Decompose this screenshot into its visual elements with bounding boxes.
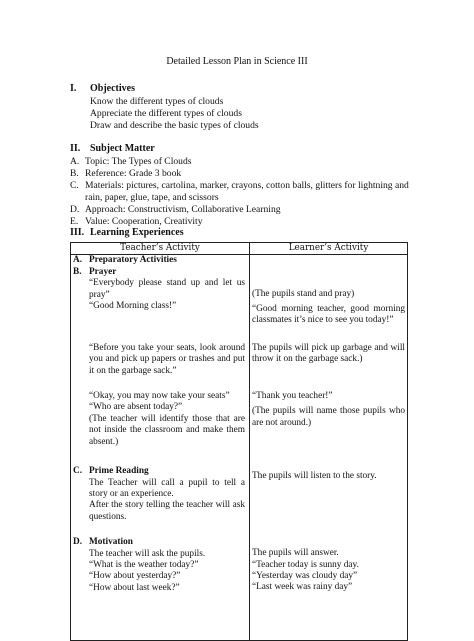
subject-item: C. Materials: pictures, cartolina, marker, crayons, cotton balls, glitters for lightning and (70, 180, 409, 191)
teacher-text: The Teacher will call a pupil to tell a story or an experience. (89, 477, 245, 499)
table-row (71, 402, 408, 448)
section-a-heading: A. Preparatory Activities (73, 255, 177, 266)
learner-text: “Last week was rainy day” (252, 582, 353, 593)
subject-item: A. Topic: The Types of Clouds (70, 156, 192, 167)
teacher-text: “What is the weather today?” (89, 559, 199, 570)
learner-text: “Yesterday was cloudy day” (252, 570, 358, 581)
table-row (71, 278, 408, 301)
teacher-text: “Before you take your seats, look around you and pick up papers or trashes and put it on the garbage sack.” (89, 342, 245, 376)
learner-text: “Teacher today is sunny day. (252, 559, 359, 570)
objectives-number: I. (70, 83, 77, 94)
objective-item: Appreciate the different types of clouds (90, 108, 242, 119)
teacher-text: The teacher will ask the pupils. (89, 548, 206, 559)
teacher-text: “Good Morning class!” (89, 301, 177, 312)
document-title: Detailed Lesson Plan in Science III (166, 56, 308, 67)
subject-matter-number: II. (70, 143, 81, 154)
subject-item: B. Reference: Grade 3 book (70, 168, 182, 179)
learning-number: III. (70, 227, 85, 238)
learner-text: The pupils will listen to the story. (252, 471, 377, 482)
teacher-text: (The teacher will identify those that are not inside the classroom and make them absent.) (89, 413, 245, 447)
objectives-title: Objectives (90, 83, 135, 94)
table-row (71, 255, 408, 278)
learner-text: (The pupils will name those pupils who are not around.) (252, 406, 405, 428)
subject-item: D. Approach: Constructivism, Collaborative Learning (70, 204, 281, 215)
teacher-text: “How about yesterday?” (89, 571, 181, 582)
activities-table (70, 242, 408, 641)
section-d-heading: D. Motivation (73, 537, 133, 548)
subject-item-continuation: rain, paper, glue, tape, and scissors (85, 192, 219, 203)
subject-item: E. Value: Cooperation, Creativity (70, 216, 203, 227)
subject-matter-heading (70, 143, 155, 155)
teacher-text: “Everybody please stand up and let us pray” (89, 278, 245, 300)
teacher-text: “Who are absent today?” (89, 402, 183, 413)
learner-text: (The pupils stand and pray) (252, 289, 355, 300)
learner-text: The pupils will answer. (252, 548, 339, 559)
section-c-heading: C. Prime Reading (73, 466, 149, 477)
section-b-heading: B. Prayer (73, 266, 117, 277)
learner-text: The pupils will pick up garbage and will throw it on the garbage sack.) (252, 342, 405, 365)
table-row (71, 377, 408, 402)
learning-experiences-heading (70, 227, 184, 239)
objective-item: Draw and describe the basic types of clouds (90, 120, 259, 131)
learner-text: “Thank you teacher!” (252, 391, 333, 402)
objectives-heading (70, 83, 135, 95)
teacher-activity-header: Teacher’s Activity (71, 243, 250, 255)
table-row (71, 448, 408, 523)
teacher-text: After the story telling the teacher will ask questions. (89, 500, 245, 522)
table-row (71, 301, 408, 327)
learning-title: Learning Experiences (90, 227, 184, 238)
learner-activity-header: Learner’s Activity (250, 243, 408, 255)
teacher-text: “How about last week?” (89, 582, 180, 593)
table-row (71, 327, 408, 377)
table-row (71, 594, 408, 641)
objective-item: Know the different types of clouds (90, 96, 224, 107)
subject-matter-title: Subject Matter (90, 143, 155, 154)
learner-text: “Good morning teacher, good morning classmates it’s nice to see you today!” (252, 304, 405, 326)
table-row (71, 523, 408, 594)
teacher-text: “Okay, you may now take your seats” (89, 391, 230, 402)
